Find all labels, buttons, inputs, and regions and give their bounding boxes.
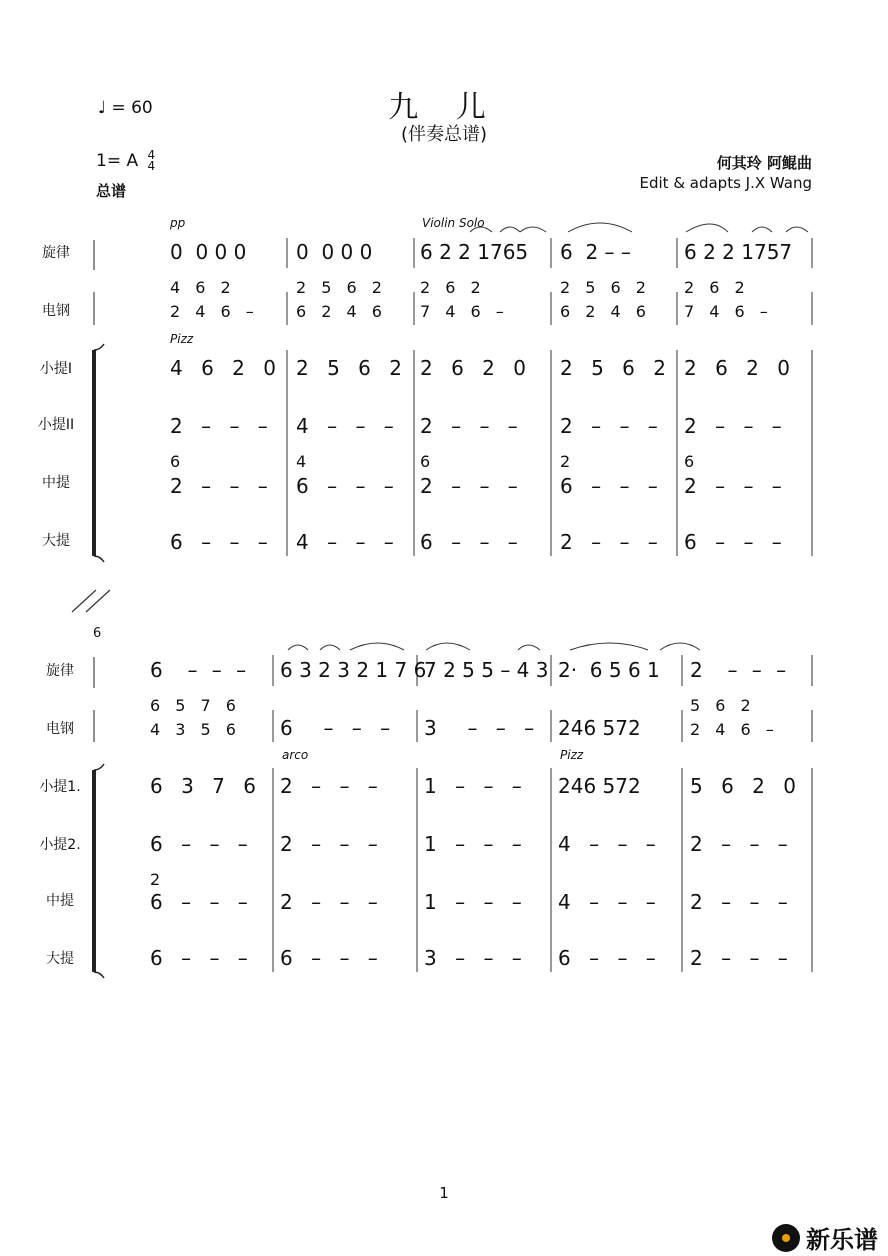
- instrument-label-piano: 电钢: [42, 303, 70, 319]
- measure-lower: 6 – – –: [150, 890, 254, 914]
- measure-lower: 6 2 4 6: [560, 302, 651, 321]
- measure: 2 – – –: [170, 414, 274, 438]
- measure: 4 6 2 0: [170, 356, 282, 380]
- measure: 4 – – –: [296, 530, 400, 554]
- measure: 6 – – –: [684, 530, 788, 554]
- measure-upper: 2 6 2: [420, 278, 486, 297]
- instrument-label-cello: 大提: [42, 533, 70, 549]
- measure: 2 – – –: [560, 414, 664, 438]
- measure: 6 3 7 6: [150, 774, 262, 798]
- measure: 3 – – –: [424, 946, 528, 970]
- measure: 2 6 2 0: [420, 356, 532, 380]
- measure-lower: 6 – – –: [296, 474, 400, 498]
- measure: 6 2 2 1757: [684, 240, 793, 264]
- measure-lower: 7 4 6 –: [684, 302, 773, 321]
- pizz-mark: Pizz: [170, 332, 194, 346]
- measure-upper: 2 6 2: [684, 278, 750, 297]
- solo-mark: Violin Solo: [422, 216, 485, 230]
- measure-lower: 2 – – –: [690, 890, 794, 914]
- instrument-label-violin1: 小提I: [39, 361, 73, 377]
- score-label: 总谱: [96, 182, 127, 200]
- measure-upper: 2: [150, 870, 166, 889]
- measure: 6 – – –: [420, 530, 524, 554]
- dynamic-mark: pp: [170, 216, 186, 230]
- measure-lower: 4 – – –: [558, 890, 662, 914]
- measure-lower: 6 – – –: [280, 716, 397, 740]
- measure: 4 – – –: [558, 832, 662, 856]
- measure: 6 2 2 1765: [420, 240, 529, 264]
- measure: 2 – – –: [690, 832, 794, 856]
- composer: 何其玲 阿鲲曲: [716, 154, 812, 172]
- measure-upper: 4 6 2: [170, 278, 236, 297]
- measure-lower: 2 – – –: [684, 474, 788, 498]
- tempo-marking: ♩ = 60: [98, 98, 153, 118]
- measure-lower: 6 – – –: [560, 474, 664, 498]
- measure-upper: 4: [296, 452, 312, 471]
- measure-upper: 6: [420, 452, 436, 471]
- measure: 6 2 – –: [560, 240, 631, 264]
- measure-upper: 5 6 2: [690, 696, 756, 715]
- measure: 2 6 2 0: [684, 356, 796, 380]
- measure-lower: 2 – – –: [420, 474, 524, 498]
- measure-lower: 2 4 6 –: [170, 302, 259, 321]
- measure: 6 – – –: [280, 946, 384, 970]
- measure-upper: 6: [170, 452, 186, 471]
- measure-lower: 7 4 6 –: [420, 302, 509, 321]
- instrument-label-piano: 电钢: [46, 721, 74, 737]
- measure-upper: 6: [684, 452, 700, 471]
- measure: 2 – – –: [280, 774, 384, 798]
- measure: 6 – – –: [150, 832, 254, 856]
- measure-lower: 4 3 5 6: [150, 720, 241, 739]
- measure-upper: 2: [560, 452, 576, 471]
- key-signature: 1= A 4 4: [96, 148, 156, 173]
- measure-lower: 1 – – –: [424, 890, 528, 914]
- instrument-label-melody: 旋律: [46, 663, 74, 679]
- site-logo[interactable]: [772, 1220, 878, 1255]
- instrument-label-viola: 中提: [46, 893, 74, 909]
- time-signature: 4 4: [147, 148, 156, 173]
- pizz-mark: Pizz: [560, 748, 584, 762]
- measure: 4 – – –: [296, 414, 400, 438]
- measure-lower: 246 572: [558, 716, 641, 740]
- measure-lower: 6 2 4 6: [296, 302, 387, 321]
- vinyl-icon: [772, 1224, 800, 1252]
- measure-lower: 2 4 6 –: [690, 720, 779, 739]
- measure-number: 6: [93, 626, 102, 641]
- instrument-label-violin1: 小提1.: [39, 779, 81, 795]
- measure: 6 – – –: [150, 658, 251, 682]
- measure: 6 – – –: [150, 946, 254, 970]
- measure-lower: 2 – – –: [280, 890, 384, 914]
- measure: 6 – – –: [558, 946, 662, 970]
- measure: 2 – – –: [690, 946, 794, 970]
- measure: 1 – – –: [424, 774, 528, 798]
- measure: 2 – – –: [690, 658, 791, 682]
- measure: 6 – – –: [170, 530, 274, 554]
- instrument-label-violin2: 小提2.: [39, 837, 81, 853]
- logo-text: 新乐谱: [806, 1226, 878, 1254]
- score-title: 九 儿: [388, 90, 500, 125]
- score-subtitle: (伴奏总谱): [400, 124, 488, 145]
- measure: 2 5 6 2: [296, 356, 408, 380]
- measure: 6 3 2 3 2 1 7 6: [280, 658, 427, 682]
- page-number: 1: [439, 1184, 449, 1202]
- instrument-label-viola: 中提: [42, 475, 70, 491]
- measure-lower: 3 – – –: [424, 716, 541, 740]
- measure: 2 5 6 2: [560, 356, 672, 380]
- measure: 2 – – –: [684, 414, 788, 438]
- measure: 0 0 0 0: [170, 240, 247, 264]
- instrument-label-violin2: 小提II: [37, 417, 75, 433]
- measure-upper: 2 5 6 2: [296, 278, 387, 297]
- instrument-label-cello: 大提: [46, 951, 74, 967]
- measure-upper: 2 5 6 2: [560, 278, 651, 297]
- measure: 1 – – –: [424, 832, 528, 856]
- measure: 2 – – –: [280, 832, 384, 856]
- measure: 2 – – –: [560, 530, 664, 554]
- measure: 5 6 2 0: [690, 774, 802, 798]
- measure: 2 – – –: [420, 414, 524, 438]
- instrument-label-melody: 旋律: [42, 245, 70, 261]
- measure: 2· 6 5 6 1: [558, 658, 660, 682]
- measure: 0 0 0 0: [296, 240, 373, 264]
- measure: 246 572: [558, 774, 641, 798]
- measure: 7 2 5 5 – 4 3: [424, 658, 549, 682]
- arranger: Edit & adapts J.X Wang: [639, 174, 812, 192]
- measure-lower: 2 – – –: [170, 474, 274, 498]
- measure-upper: 6 5 7 6: [150, 696, 241, 715]
- arco-mark: arco: [282, 748, 309, 762]
